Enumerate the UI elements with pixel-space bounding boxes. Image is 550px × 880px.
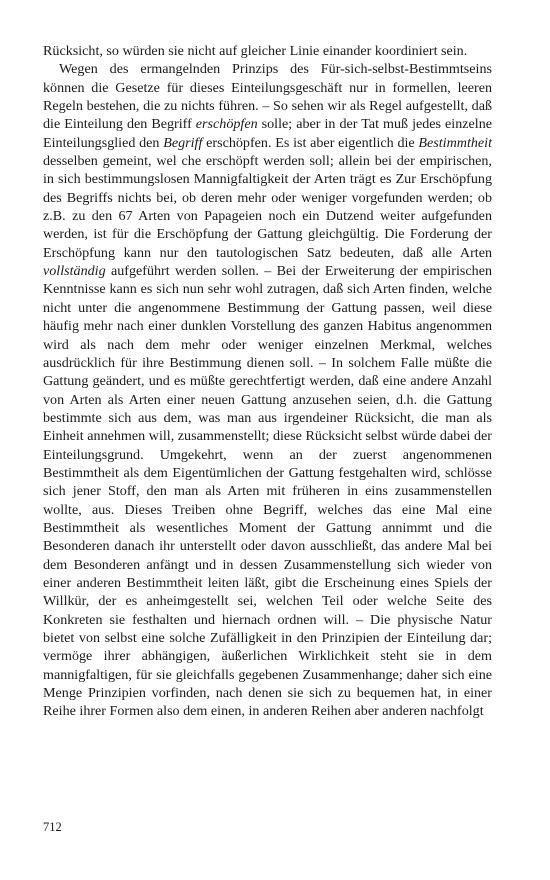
italic-term-erschoepfen: erschöpfen xyxy=(195,116,258,133)
text-page xyxy=(43,42,492,721)
paragraph-continuation: Rücksicht, so würden sie nicht auf gleicher Linie einander koordiniert sein. xyxy=(43,43,468,59)
italic-term-begriff: Begriff xyxy=(163,134,203,151)
text-segment: aufgeführt werden sollen. – Bei der Erweiterung der empirischen Kenntnisse kann es sich nun sehr wohl zutragen, daß sich Arten finden, welche nicht unter die angenommene Bestimmung der Gattung passen, weil diese häufig mehr nach einer dunklen Vorstellung des ganzen Habitus angenommen wird als nach dem mehr oder weniger einzelnen Merkmal, welches ausdrücklich für ihre Bestimmung dienen soll. – In solchem Falle müßte die Gattung geändert, und es müßte gerechtfertigt werden, daß eine andere Anzahl von Arten als Arten einer neuen Gattung anzusehen seien, d.h. die Gattung bestimmte sich aus dem, was man aus irgendeiner Rücksicht, die man als Einheit annehmen will, zusammenstellt; diese Rücksicht selbst würde dabei der Einteilungsgrund. Umgekehrt, wenn an der zuerst angenommenen Bestimmtheit als dem Eigentümlichen der Gattung festgehalten wird, schlösse sich jener Stoff, den man als Arten mit früheren in eins zusammenstellen wollte, aus. Dieses Treiben ohne Begriff, welches das eine Mal eine Bestimmtheit als wesentliches Moment der Gattung annimmt und die Besonderen danach ihr unterstellt oder davon ausschließt, das andere Mal bei dem Besonderen anfängt und in dessen Zusammenstellung sich wieder von einer anderen Bestimmtheit leiten läßt, gibt die Erscheinung eines Spiels der Willkür, der es anheimgestellt sei, welchen Teil oder welche Seite des Konkreten sie festhalten und hiernach ordnen will. – Die physische Natur bietet von selbst eine solche Zufälligkeit in den Prinzipien der Einteilung dar; vermöge ihrer abhängigen, äußerlichen Wirklichkeit steht sie in dem mannigfaltigen, für sie gleichfalls gegebenen Zusammenhange; daher sich eine Menge Prinzipien vorfinden, nach denen sie sich zu bequemen hat, in einer Reihe ihrer Formen also dem einen, in anderen Reihen aber anderen nachfolgt xyxy=(43,263,492,720)
text-segment: Wegen des ermangelnden Prinzips des Für-sich-selbst-Bestimmtseins können die Gesetze für dieses Einteilungsgeschäft nur in formellen, leeren Regeln bestehen, die zu nichts führen. – So sehen wir als Regel aufgestellt, daß die Einteilung den Begriff xyxy=(43,61,492,133)
text-segment: solle; aber in der Tat muß jedes einzelne Einteilungsglied den xyxy=(43,116,493,151)
text-segment: desselben gemeint, wel che erschöpft werden soll; allein bei der empirischen, in sich bestimmungslosen Mannigfaltigkeit der Arten trägt es Zur Erschöpfung des Begriffs nichts bei, ob deren mehr oder weniger vorgefunden werden; ob z.B. zu den 67 Arten von Papageien noch ein Dutzend weiter aufgefunden werden, ist für die Erschöpfung der Gattung gleichgültig. Die Forderung der Erschöpfung kann nur den tautologischen Satz bedeuten, daß alle Arten xyxy=(43,153,492,261)
italic-term-bestimmtheit: Bestimmtheit xyxy=(418,134,493,151)
page-number: 712 xyxy=(43,820,62,834)
paragraph-einteilung xyxy=(43,60,492,720)
text-segment: erschöpfen. Es ist aber eigentlich die xyxy=(202,134,419,151)
italic-term-vollstaendig: vollständig xyxy=(43,263,106,280)
